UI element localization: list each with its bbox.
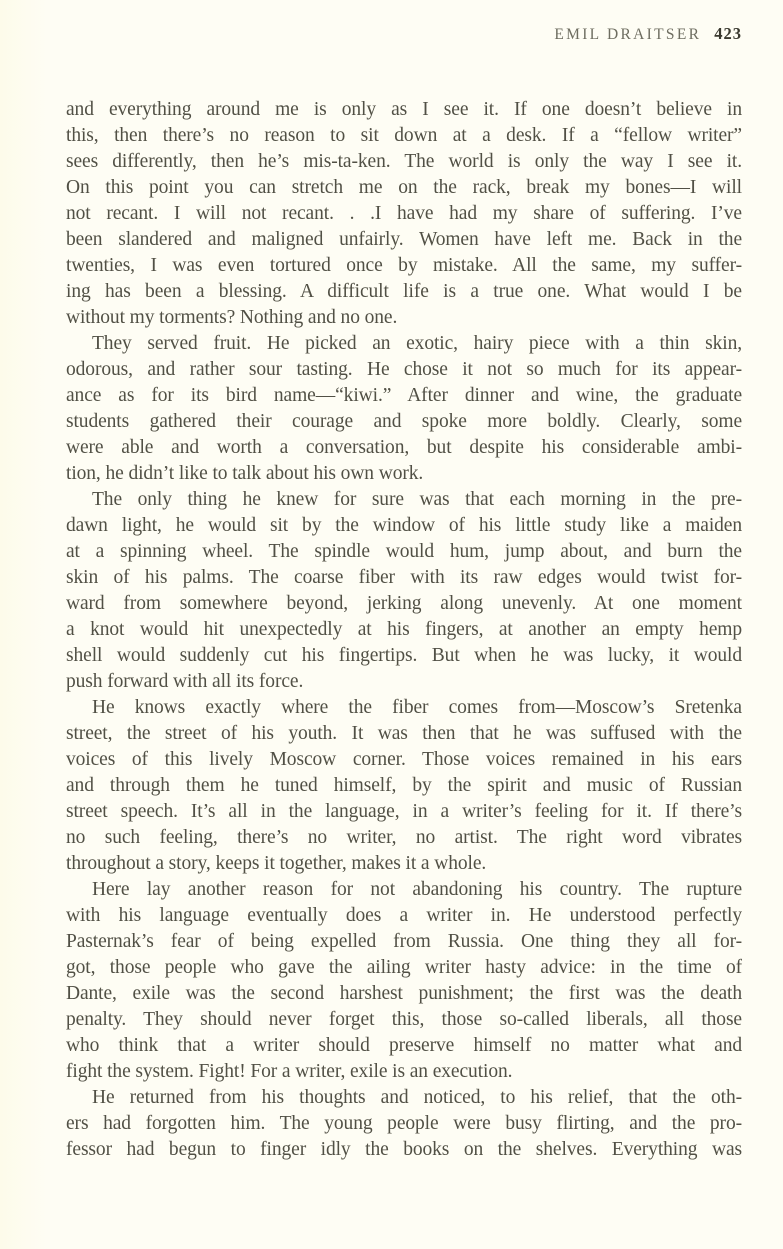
text-line: odorous, and rather sour tasting. He chose it not so much for its appear- — [66, 359, 742, 380]
text-line: On this point you can stretch me on the rack, break my bones—I will — [66, 177, 742, 198]
text-line: who think that a writer should preserve himself no matter what and — [66, 1035, 742, 1056]
text-line: students gathered their courage and spoke more boldly. Clearly, some — [66, 411, 742, 432]
text-line: voices of this lively Moscow corner. Those voices remained in his ears — [66, 749, 742, 770]
text-line: penalty. They should never forget this, those so-called liberals, all those — [66, 1009, 742, 1030]
text-line: been slandered and maligned unfairly. Women have left me. Back in the — [66, 229, 742, 250]
text-line: ance as for its bird name—“kiwi.” After dinner and wine, the graduate — [66, 385, 742, 406]
text-line: this, then there’s no reason to sit down at a desk. If a “fellow writer” — [66, 125, 742, 146]
text-line: and everything around me is only as I see it. If one doesn’t believe in — [66, 99, 742, 120]
text-line: He knows exactly where the fiber comes from—Moscow’s Sretenka — [92, 697, 742, 718]
text-line: fessor had begun to finger idly the books on the shelves. Everything was — [66, 1139, 742, 1160]
text-line: Here lay another reason for not abandoning his country. The rupture — [92, 879, 742, 900]
author-name: EMIL DRAITSER — [554, 26, 702, 43]
paragraph — [66, 1085, 742, 1163]
text-line: no such feeling, there’s no writer, no artist. The right word vibrates — [66, 827, 742, 848]
text-line: at a spinning wheel. The spindle would hum, jump about, and burn the — [66, 541, 742, 562]
text-line: not recant. I will not recant. . .I have had my share of suffering. I’ve — [66, 203, 742, 224]
text-line: and through them he tuned himself, by the spirit and music of Russian — [66, 775, 742, 796]
page-number: 423 — [714, 24, 742, 43]
text-line: Dante, exile was the second harshest punishment; the first was the death — [66, 983, 742, 1004]
text-line: throughout a story, keeps it together, makes it a whole. — [66, 853, 487, 874]
running-header — [554, 24, 742, 44]
text-line: ing has been a blessing. A difficult life is a true one. What would I be — [66, 281, 742, 302]
text-line: They served fruit. He picked an exotic, hairy piece with a thin skin, — [92, 333, 742, 354]
text-line: ers had forgotten him. The young people were busy flirting, and the pro- — [66, 1113, 742, 1134]
text-line: were able and worth a conversation, but despite his considerable ambi- — [66, 437, 742, 458]
paragraph — [66, 97, 742, 331]
text-line: tion, he didn’t like to talk about his own work. — [66, 463, 424, 484]
text-line: The only thing he knew for sure was that each morning in the pre- — [92, 489, 742, 510]
paragraph — [66, 487, 742, 695]
text-line: fight the system. Fight! For a writer, exile is an execution. — [66, 1061, 513, 1082]
text-line: push forward with all its force. — [66, 671, 304, 692]
text-line: with his language eventually does a writer in. He understood perfectly — [66, 905, 742, 926]
text-line: street, the street of his youth. It was then that he was suffused with the — [66, 723, 742, 744]
text-line: dawn light, he would sit by the window of his little study like a maiden — [66, 515, 742, 536]
paragraph — [66, 331, 742, 487]
text-line: ward from somewhere beyond, jerking along unevenly. At one moment — [66, 593, 742, 614]
text-line: got, those people who gave the ailing writer hasty advice: in the time of — [66, 957, 742, 978]
text-line: a knot would hit unexpectedly at his fingers, at another an empty hemp — [66, 619, 742, 640]
text-line: skin of his palms. The coarse fiber with its raw edges would twist for- — [66, 567, 742, 588]
text-line: twenties, I was even tortured once by mistake. All the same, my suffer- — [66, 255, 742, 276]
paragraph — [66, 695, 742, 877]
text-line: without my torments? Nothing and no one. — [66, 307, 398, 328]
text-line: He returned from his thoughts and noticed, to his relief, that the oth- — [92, 1087, 742, 1108]
text-line: sees differently, then he’s mis-ta-ken. The world is only the way I see it. — [66, 151, 742, 172]
text-line: street speech. It’s all in the language, in a writer’s feeling for it. If there’s — [66, 801, 742, 822]
paragraph — [66, 877, 742, 1085]
page-body — [66, 97, 742, 1163]
text-line: Pasternak’s fear of being expelled from Russia. One thing they all for- — [66, 931, 742, 952]
text-line: shell would suddenly cut his fingertips. But when he was lucky, it would — [66, 645, 742, 666]
